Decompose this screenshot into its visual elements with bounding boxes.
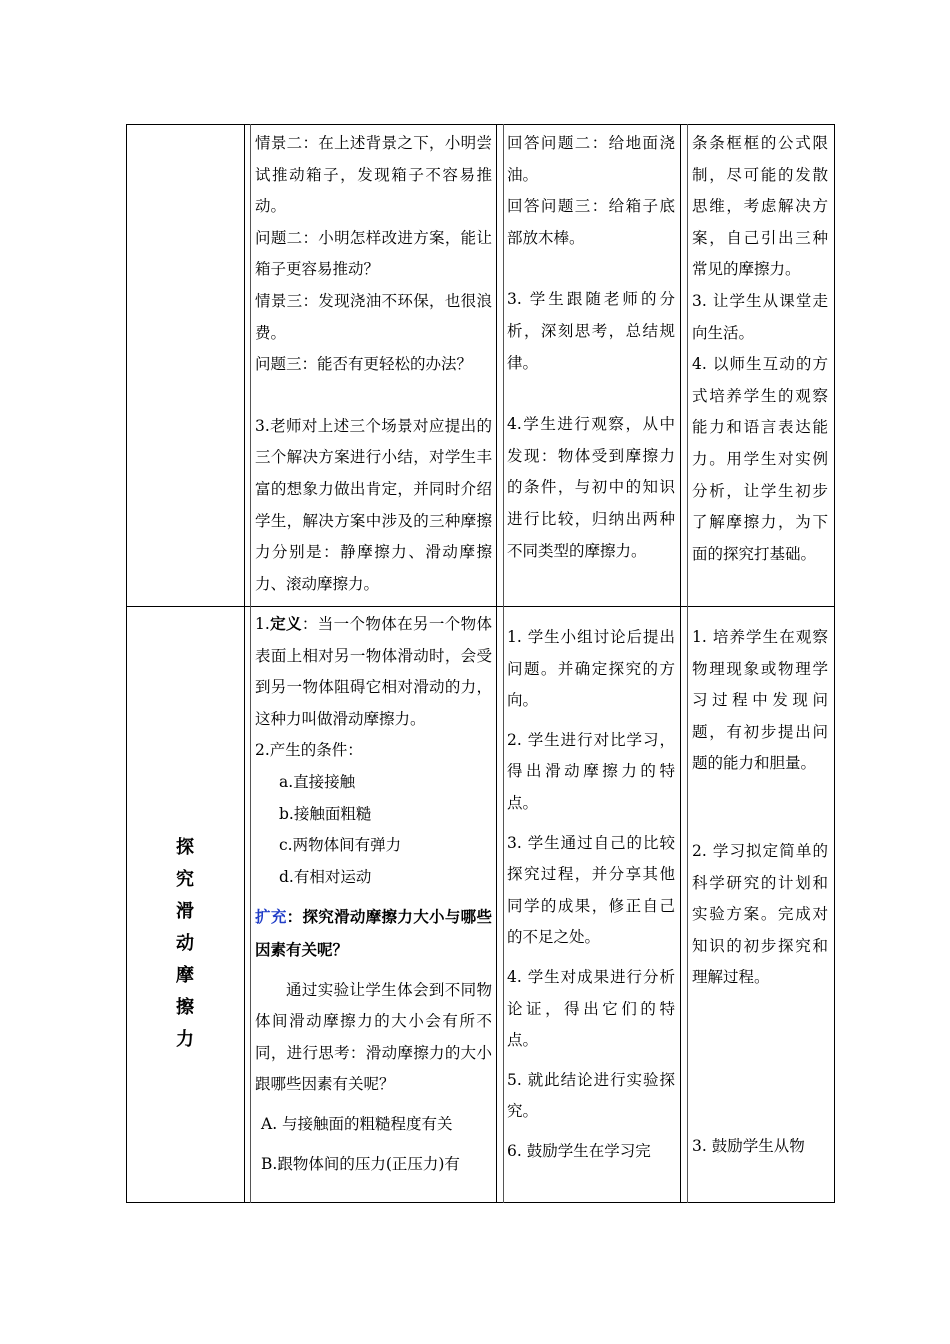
- student-activity: 6. 鼓励学生在学习完: [507, 1141, 651, 1160]
- scenario-two-text: 情景二：在上述背景之下，小明尝试推动箱子，发现箱子不容易推动。: [255, 134, 492, 216]
- answer-two-text: 回答问题二：给地面浇油。: [507, 134, 675, 184]
- question-three-text: 问题三：能否有更轻松的办法？: [255, 355, 473, 374]
- condition-item: a.直接接触: [279, 772, 356, 791]
- column-divider: [250, 124, 251, 1203]
- column-divider: [503, 124, 504, 1203]
- row2-student-cell: [507, 622, 675, 1168]
- conditions-title: 2.产生的条件：: [255, 741, 363, 760]
- student-activity: 3. 学生通过自己的比较探究过程，并分享其他同学的成果，修正自己的不足之处。: [507, 833, 675, 947]
- table-right-border: [834, 124, 835, 1203]
- column-divider: [680, 124, 681, 1203]
- row2-intent-cell: [692, 622, 828, 1163]
- table-top-border: [126, 124, 835, 125]
- row2-teacher-cell: [255, 608, 492, 1180]
- student-activity: 1. 学生小组讨论后提出问题。并确定探究的方向。: [507, 628, 675, 710]
- column-divider: [687, 124, 688, 1203]
- definition-text: 1.定义：当一个物体在另一个物体表面上相对另一物体滑动时，会受到另一物体阻碍它相对滑动的力，这种力叫做滑动摩擦力。: [255, 614, 492, 728]
- condition-item: c.两物体间有弹力: [279, 836, 402, 855]
- intent-text: 3. 鼓励学生从物: [692, 1136, 805, 1155]
- teacher-summary-text: 3.老师对上述三个场景对应提出的三个解决方案进行小结，对学生丰富的想象力做出肯定，并同时介绍学生，解决方案中涉及的三种摩擦力分别是：静摩擦力、滑动摩擦力、滚动摩擦力。: [255, 416, 492, 593]
- student-activity: 2. 学生进行对比学习，得出滑动摩擦力的特点。: [507, 730, 675, 812]
- extension-text: 扩充：探究滑动摩擦力大小与哪些因素有关呢？: [255, 907, 492, 959]
- intent-text: 1. 培养学生在观察物理现象或物理学习过程中发现问题，有初步提出问题的能力和胆量。: [692, 628, 828, 773]
- row1-intent-cell: [692, 128, 828, 570]
- option-b-text: B.跟物体间的压力(正压力)有: [261, 1154, 460, 1173]
- option-a-text: A. 与接触面的粗糙程度有关: [261, 1114, 453, 1133]
- column-divider: [496, 124, 497, 1203]
- student-activity: 5. 就此结论进行实验探究。: [507, 1070, 675, 1121]
- intent-text: 3. 让学生从课堂走向生活。: [692, 291, 828, 342]
- condition-item: b.接触面粗糙: [279, 804, 372, 823]
- intent-text: 2. 学习拟定简单的科学研究的计划和实验方案。完成对知识的初步探究和理解过程。: [692, 841, 828, 987]
- row1-student-cell: [507, 128, 675, 567]
- question-two-text: 问题二：小明怎样改进方案，能让箱子更容易推动？: [255, 228, 492, 279]
- student-activity: 4. 学生对成果进行分析论证，得出它们的特点。: [507, 967, 675, 1050]
- column-divider: [244, 124, 245, 1203]
- section-title: 探 究 滑 动 摩 擦 力: [176, 837, 194, 1050]
- answer-three-text: 回答问题三：给箱子底部放木棒。: [507, 197, 675, 247]
- experiment-paragraph: 通过实验让学生体会到不同物体间滑动摩擦力的大小会有所不同，进行思考：滑动摩擦力的大小跟哪些因素有关呢？: [255, 980, 492, 1094]
- row1-teacher-cell: [255, 128, 492, 600]
- student-observe-text: 4.学生进行观察，从中发现：物体受到摩擦力的条件，与初中的知识进行比较，归纳出两种不同类型的摩擦力。: [507, 415, 675, 560]
- scenario-three-text: 情景三：发现浇油不环保，也很浪费。: [255, 291, 492, 342]
- intent-text: 条条框框的公式限制，尽可能的发散思维，考虑解决方案，自己引出三种常见的摩擦力。: [692, 134, 828, 279]
- lesson-plan-table: [126, 124, 835, 1203]
- student-follow-text: 3. 学生跟随老师的分析，深刻思考，总结规律。: [507, 290, 675, 372]
- table-bottom-border: [126, 1202, 835, 1203]
- condition-item: d.有相对运动: [279, 867, 372, 886]
- row-divider: [126, 606, 835, 607]
- intent-text: 4. 以师生互动的方式培养学生的观察能力和语言表达能力。用学生对实例分析，让学生初步了解摩擦力，为下面的探究打基础。: [692, 355, 828, 563]
